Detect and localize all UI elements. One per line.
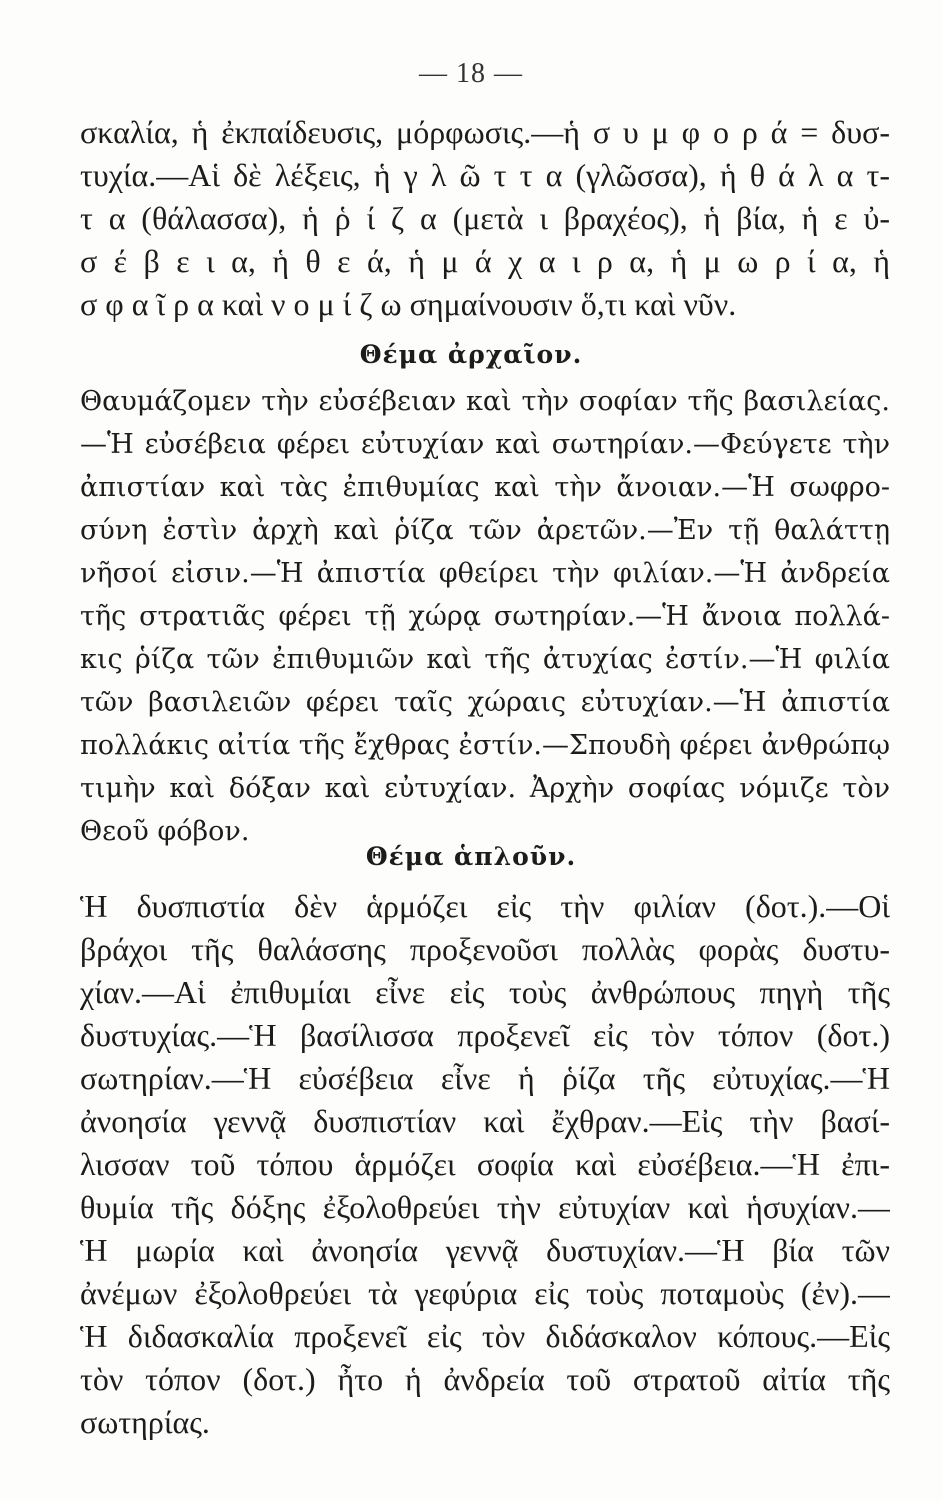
text-line: σύνη ἐστὶν ἀρχὴ καὶ ῥίζα τῶν ἀρετῶν.—Ἐν τῇ θαλάττῃ <box>80 515 890 546</box>
text-line: Θαυμάζομεν τὴν εὐσέβειαν καὶ τὴν σοφίαν τῆς βασιλείας. <box>80 386 890 417</box>
text-line: τῆς στρατιᾶς φέρει τῇ χώρᾳ σωτηρίαν.—Ἡ ἄνοια πολλά- <box>80 601 890 632</box>
text-line: τ α (θάλασσα), ἡ ῥ ί ζ α (μετὰ ι βραχέος), ἡ βία, ἡ ε ὐ- <box>80 200 890 236</box>
text-line: δυστυχίας.—Ἡ βασίλισσα προξενεῖ εἰς τὸν τόπον (δοτ.) <box>80 1017 890 1053</box>
text-line: Ἡ δυσπιστία δὲν ἁρμόζει εἰς τὴν φιλίαν (δοτ.).—Οἱ <box>80 888 890 924</box>
text-line: πολλάκις αἰτία τῆς ἔχθρας ἐστίν.—Σπουδὴ φέρει ἀνθρώπῳ <box>80 730 890 761</box>
text-line: σωτηρίαν.—Ἡ εὐσέβεια εἶνε ἡ ῥίζα τῆς εὐτυχίας.—Ἡ <box>80 1060 890 1096</box>
text-line: σκαλία, ἡ ἐκπαίδευσις, μόρφωσις.—ἡ σ υ μ φ ο ρ ά = δυσ- <box>80 114 890 150</box>
text-line: Ἡ μωρία καὶ ἀνοησία γεννᾷ δυστυχίαν.—Ἡ βία τῶν <box>80 1232 890 1268</box>
text-line: ἀνοησία γεννᾷ δυσπιστίαν καὶ ἔχθραν.—Εἰς τὴν βασί- <box>80 1103 890 1139</box>
section-heading-simple: Θέμα ἁπλοῦν. <box>365 842 577 871</box>
text-line: Ἡ διδασκαλία προξενεῖ εἰς τὸν διδάσκαλον κόπους.—Εἰς <box>80 1318 890 1354</box>
text-line: τυχία.—Αἱ δὲ λέξεις, ἡ γ λ ῶ τ τ α (γλῶσσα), ἡ θ ά λ α τ- <box>80 157 890 193</box>
page-number: — 18 — <box>419 58 523 89</box>
text-line: λισσαν τοῦ τόπου ἁρμόζει σοφία καὶ εὐσέβεια.—Ἡ ἐπι- <box>80 1146 890 1182</box>
text-line: θυμία τῆς δόξης ἐξολοθρεύει τὴν εὐτυχίαν καὶ ἡσυχίαν.— <box>80 1189 890 1225</box>
text-line: ἀνέμων ἐξολοθρεύει τὰ γεφύρια εἰς τοὺς ποταμοὺς (ἐν).— <box>80 1275 890 1311</box>
text-line: ἀπιστίαν καὶ τὰς ἐπιθυμίας καὶ τὴν ἄνοιαν.—Ἡ σωφρο- <box>80 472 890 503</box>
text-line: νῆσοί εἰσιν.—Ἡ ἀπιστία φθείρει τὴν φιλίαν.—Ἡ ἀνδρεία <box>80 558 890 589</box>
text-line: σωτηρίας. <box>80 1404 210 1440</box>
section-heading-ancient: Θέμα ἀρχαῖον. <box>359 340 583 369</box>
text-line: Θεοῦ φόβον. <box>80 816 250 847</box>
text-line: βράχοι τῆς θαλάσσης προξενοῦσι πολλὰς φορὰς δυστυ- <box>80 931 890 967</box>
text-line: τῶν βασιλειῶν φέρει ταῖς χώραις εὐτυχίαν.—Ἡ ἀπιστία <box>80 687 890 718</box>
text-line: σ φ α ῖ ρ α καὶ ν ο μ ί ζ ω σημαίνουσιν ὅ,τι καὶ νῦν. <box>80 286 737 322</box>
text-line: σ έ β ε ι α, ἡ θ ε ά, ἡ μ ά χ α ι ρ α, ἡ μ ω ρ ί α, ἡ <box>80 243 890 279</box>
text-line: τὸν τόπον (δοτ.) ἦτο ἡ ἀνδρεία τοῦ στρατοῦ αἰτία τῆς <box>80 1361 890 1397</box>
text-line: τιμὴν καὶ δόξαν καὶ εὐτυχίαν. Ἀρχὴν σοφίας νόμιζε τὸν <box>80 773 890 804</box>
text-line: κις ῥίζα τῶν ἐπιθυμιῶν καὶ τῆς ἀτυχίας ἐστίν.—Ἡ φιλία <box>80 644 890 675</box>
text-line: χίαν.—Αἱ ἐπιθυμίαι εἶνε εἰς τοὺς ἀνθρώπους πηγὴ τῆς <box>80 974 890 1010</box>
text-line: —Ἡ εὐσέβεια φέρει εὐτυχίαν καὶ σωτηρίαν.—Φεύγετε τὴν <box>80 429 890 460</box>
